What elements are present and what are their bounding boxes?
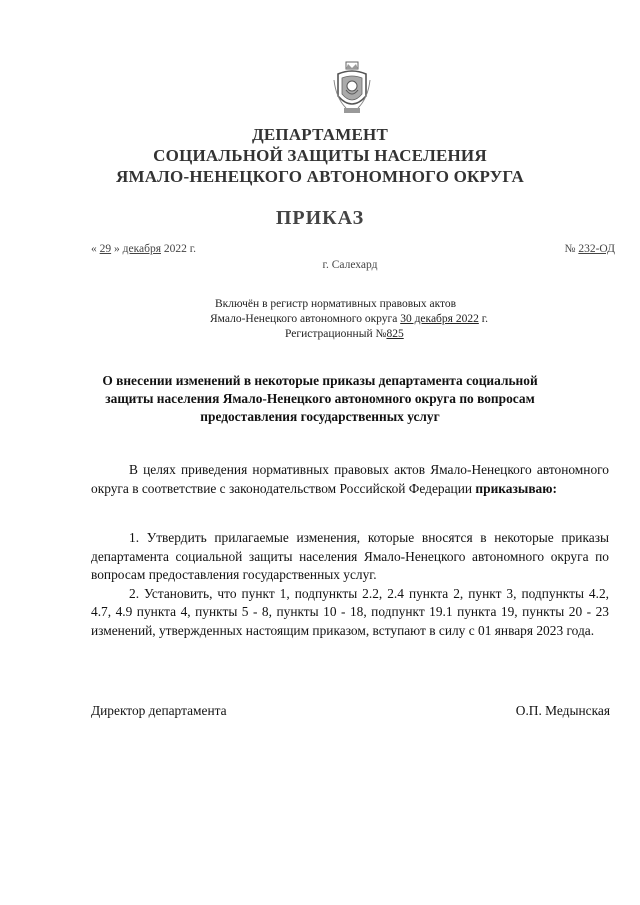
date-month: декабря — [122, 243, 161, 255]
registration-date: 30 декабря 2022 — [400, 313, 479, 325]
preamble — [91, 461, 609, 498]
signatory-name: О.П. Медынская — [515, 703, 610, 718]
registration-region: Ямало-Ненецкого автономного округа — [210, 313, 398, 325]
order-number — [564, 243, 615, 255]
order-date — [91, 243, 196, 255]
document-title: О внесении изменений в некоторые приказы департамента социальной защиты населения Ямало-Ненецкого автономного округа по вопросам предоставления государственных услуг — [102, 373, 538, 424]
order-items — [91, 529, 609, 640]
city: г. Салехард — [322, 259, 378, 271]
coat-of-arms-icon — [332, 60, 372, 116]
department-name-line1: ДЕПАРТАМЕНТ — [251, 125, 389, 144]
order-item-2: 2. Установить, что пункт 1, подпункты 2.2, 2.4 пункта 2, пункт 3, подпункты 4.2, 4.7, 4.9 пункта 4, пункты 5 - 8, пункты 10 - 18, подпункт 19.1 пункта 19, пункты 20 - 23 изменений, утвержденных настоящим приказом, вступают в силу с 01 января 2023 года. — [91, 585, 609, 638]
date-open-quote: « — [91, 243, 97, 255]
department-name-line3: ЯМАЛО-НЕНЕЦКОГО АВТОНОМНОГО ОКРУГА — [115, 167, 525, 186]
document-type: ПРИКАЗ — [275, 207, 365, 229]
date-close-quote: » — [114, 243, 120, 255]
order-number-value: 232-ОД — [578, 243, 615, 255]
registration-year-suffix: г. — [481, 313, 488, 325]
registration-number-label: Регистрационный № — [285, 328, 387, 340]
registration-line3 — [285, 328, 404, 340]
department-name-line2: СОЦИАЛЬНОЙ ЗАЩИТЫ НАСЕЛЕНИЯ — [153, 146, 487, 165]
registration-line1: Включён в регистр нормативных правовых актов — [215, 298, 457, 310]
registration-number: 825 — [386, 328, 404, 340]
order-number-prefix: № — [564, 243, 576, 255]
date-day: 29 — [99, 243, 112, 255]
signatory-position: Директор департамента — [91, 703, 227, 718]
date-year: 2022 г. — [163, 243, 197, 255]
preamble-command: приказываю: — [475, 480, 557, 496]
order-item-1: 1. Утвердить прилагаемые изменения, которые вносятся в некоторые приказы департамента социальной защиты населения Ямало-Ненецкого автономного округа по вопросам предоставления государственных услуг. — [91, 530, 609, 582]
registration-line2 — [210, 313, 488, 325]
preamble-text: В целях приведения нормативных правовых актов Ямало-Ненецкого автономного округа в соответствие с законодательством Российской Федерации — [91, 462, 609, 496]
